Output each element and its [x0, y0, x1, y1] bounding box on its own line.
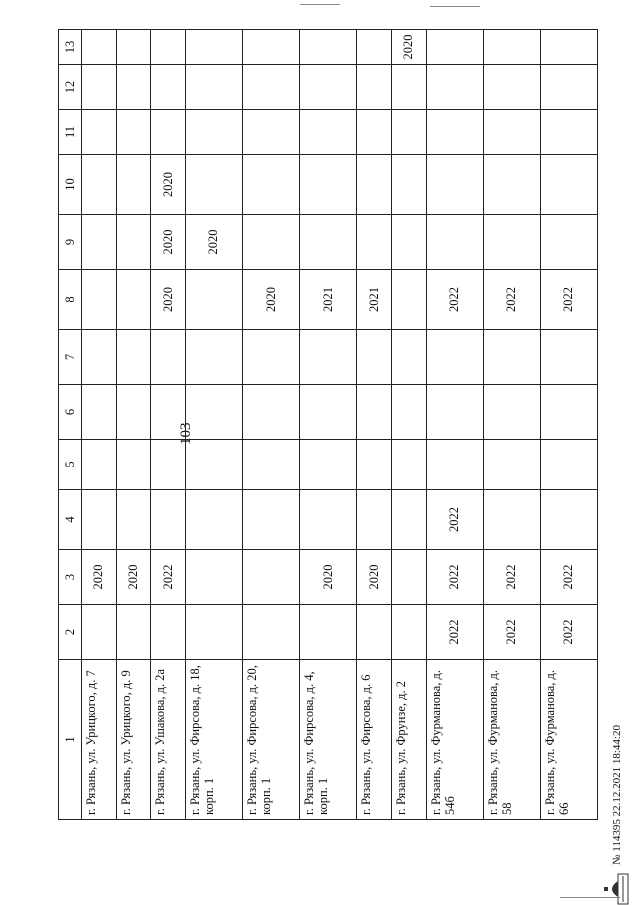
year-cell — [357, 330, 392, 385]
year-cell: 2020 — [151, 155, 186, 215]
year-cell: 2022 — [426, 605, 483, 660]
column-header: 8 — [59, 270, 82, 330]
year-cell — [357, 155, 392, 215]
year-cell — [540, 440, 597, 490]
column-header: 11 — [59, 110, 82, 155]
column-header: 6 — [59, 385, 82, 440]
scan-mark — [300, 4, 340, 5]
year-cell: 2021 — [357, 270, 392, 330]
year-cell — [357, 215, 392, 270]
address-cell: г. Рязань, ул. Фирсова, д. 20, корп. 1 — [243, 660, 300, 820]
column-header: 5 — [59, 440, 82, 490]
year-cell — [243, 605, 300, 660]
year-cell — [483, 385, 540, 440]
year-cell — [300, 605, 357, 660]
column-header: 3 — [59, 550, 82, 605]
year-cell — [151, 490, 186, 550]
year-cell — [185, 270, 242, 330]
address-cell: г. Рязань, ул. Фурманова, д. 54б — [426, 660, 483, 820]
year-cell — [300, 65, 357, 110]
year-cell — [243, 155, 300, 215]
year-cell — [185, 490, 242, 550]
table-row — [185, 30, 242, 820]
year-cell — [426, 30, 483, 65]
year-cell — [300, 385, 357, 440]
year-cell — [391, 440, 426, 490]
year-cell — [243, 215, 300, 270]
table-row — [426, 30, 483, 820]
year-cell — [391, 605, 426, 660]
year-cell — [391, 155, 426, 215]
table-row — [82, 30, 117, 820]
year-cell — [116, 30, 151, 65]
year-cell — [483, 330, 540, 385]
year-cell — [540, 65, 597, 110]
year-cell: 2022 — [483, 550, 540, 605]
year-cell — [391, 550, 426, 605]
year-cell — [540, 110, 597, 155]
table-header-row — [59, 30, 82, 820]
year-cell — [243, 490, 300, 550]
year-cell — [540, 30, 597, 65]
year-cell — [391, 385, 426, 440]
year-cell — [300, 330, 357, 385]
year-cell — [185, 550, 242, 605]
column-header: 1 — [59, 660, 82, 820]
year-cell — [426, 155, 483, 215]
table-row — [540, 30, 597, 820]
coat-of-arms-stamp-icon — [604, 873, 630, 905]
year-cell: 2022 — [483, 270, 540, 330]
table-row — [357, 30, 392, 820]
year-cell: 2020 — [82, 550, 117, 605]
year-cell — [116, 215, 151, 270]
year-cell — [483, 110, 540, 155]
year-cell — [185, 330, 242, 385]
year-cell — [185, 440, 242, 490]
table-row — [391, 30, 426, 820]
year-cell — [82, 490, 117, 550]
year-cell — [483, 30, 540, 65]
year-cell — [151, 65, 186, 110]
year-cell — [357, 490, 392, 550]
year-cell — [426, 440, 483, 490]
year-cell — [243, 30, 300, 65]
year-cell: 2020 — [391, 30, 426, 65]
registration-number: № 114395 22.12.2021 18:44:20 — [611, 725, 623, 865]
year-cell — [243, 550, 300, 605]
year-cell: 2020 — [185, 215, 242, 270]
column-header: 4 — [59, 490, 82, 550]
year-cell — [116, 605, 151, 660]
schedule-table — [58, 29, 598, 820]
scan-mark — [560, 897, 620, 898]
year-cell — [82, 330, 117, 385]
year-cell — [116, 330, 151, 385]
year-cell: 2022 — [426, 490, 483, 550]
year-cell — [185, 110, 242, 155]
address-cell: г. Рязань, ул. Фирсова, д. 4, корп. 1 — [300, 660, 357, 820]
column-header: 10 — [59, 155, 82, 215]
address-cell: г. Рязань, ул. Фрунзе, д. 2 — [391, 660, 426, 820]
year-cell — [391, 490, 426, 550]
year-cell — [185, 605, 242, 660]
address-cell: г. Рязань, ул. Фирсова, д. 18, корп. 1 — [185, 660, 242, 820]
page-number: 103 — [178, 422, 194, 445]
table-row — [483, 30, 540, 820]
scan-mark — [430, 6, 480, 7]
year-cell — [357, 30, 392, 65]
year-cell — [540, 385, 597, 440]
year-cell — [391, 270, 426, 330]
year-cell — [151, 605, 186, 660]
column-header: 13 — [59, 30, 82, 65]
year-cell — [82, 155, 117, 215]
year-cell — [540, 330, 597, 385]
year-cell — [357, 605, 392, 660]
year-cell — [540, 215, 597, 270]
year-cell — [483, 490, 540, 550]
year-cell: 2020 — [357, 550, 392, 605]
address-cell: г. Рязань, ул. Фурманова, д. 58 — [483, 660, 540, 820]
year-cell — [116, 440, 151, 490]
year-cell — [426, 215, 483, 270]
table-row — [300, 30, 357, 820]
year-cell — [300, 215, 357, 270]
year-cell — [300, 30, 357, 65]
year-cell — [82, 65, 117, 110]
year-cell — [243, 385, 300, 440]
year-cell — [185, 30, 242, 65]
year-cell — [116, 385, 151, 440]
year-cell: 2020 — [243, 270, 300, 330]
table-row — [151, 30, 186, 820]
year-cell — [426, 65, 483, 110]
year-cell — [185, 155, 242, 215]
year-cell — [300, 155, 357, 215]
year-cell — [116, 490, 151, 550]
year-cell — [300, 110, 357, 155]
year-cell — [357, 385, 392, 440]
year-cell — [243, 65, 300, 110]
year-cell — [82, 605, 117, 660]
rotated-table-container — [58, 30, 598, 820]
year-cell — [82, 30, 117, 65]
year-cell: 2022 — [426, 270, 483, 330]
year-cell — [483, 215, 540, 270]
year-cell — [357, 110, 392, 155]
column-header: 7 — [59, 330, 82, 385]
column-header: 12 — [59, 65, 82, 110]
column-header: 2 — [59, 605, 82, 660]
year-cell — [357, 440, 392, 490]
year-cell — [426, 385, 483, 440]
address-cell: г. Рязань, ул. Ушакова, д. 2а — [151, 660, 186, 820]
year-cell — [391, 110, 426, 155]
year-cell — [357, 65, 392, 110]
year-cell — [151, 440, 186, 490]
year-cell — [151, 110, 186, 155]
year-cell — [391, 65, 426, 110]
table-row — [116, 30, 151, 820]
footer — [604, 725, 630, 905]
year-cell: 2020 — [151, 215, 186, 270]
year-cell — [391, 215, 426, 270]
year-cell — [426, 110, 483, 155]
year-cell — [483, 65, 540, 110]
year-cell: 2022 — [540, 550, 597, 605]
year-cell — [185, 65, 242, 110]
year-cell — [82, 270, 117, 330]
year-cell — [116, 155, 151, 215]
year-cell — [82, 440, 117, 490]
address-cell: г. Рязань, ул. Фирсова, д. 6 — [357, 660, 392, 820]
year-cell — [116, 65, 151, 110]
year-cell — [483, 155, 540, 215]
year-cell — [243, 440, 300, 490]
year-cell — [82, 110, 117, 155]
year-cell — [151, 330, 186, 385]
year-cell — [540, 490, 597, 550]
column-header: 9 — [59, 215, 82, 270]
year-cell — [151, 385, 186, 440]
year-cell: 2020 — [116, 550, 151, 605]
year-cell — [82, 385, 117, 440]
year-cell: 2020 — [151, 270, 186, 330]
year-cell — [243, 330, 300, 385]
year-cell: 2022 — [426, 550, 483, 605]
year-cell: 2022 — [483, 605, 540, 660]
address-cell: г. Рязань, ул. Фурманова, д. 66 — [540, 660, 597, 820]
year-cell: 2020 — [300, 550, 357, 605]
year-cell — [82, 215, 117, 270]
table-row — [243, 30, 300, 820]
address-cell: г. Рязань, ул. Урицкого, д. 9 — [116, 660, 151, 820]
year-cell — [483, 440, 540, 490]
year-cell — [185, 385, 242, 440]
year-cell — [151, 30, 186, 65]
year-cell: 2021 — [300, 270, 357, 330]
year-cell — [426, 330, 483, 385]
year-cell: 2022 — [540, 270, 597, 330]
year-cell — [300, 490, 357, 550]
year-cell: 2022 — [540, 605, 597, 660]
year-cell — [243, 110, 300, 155]
year-cell — [540, 155, 597, 215]
year-cell — [300, 440, 357, 490]
year-cell: 2022 — [151, 550, 186, 605]
year-cell — [391, 330, 426, 385]
year-cell — [116, 270, 151, 330]
address-cell: г. Рязань, ул. Урицкого, д. 7 — [82, 660, 117, 820]
year-cell — [116, 110, 151, 155]
